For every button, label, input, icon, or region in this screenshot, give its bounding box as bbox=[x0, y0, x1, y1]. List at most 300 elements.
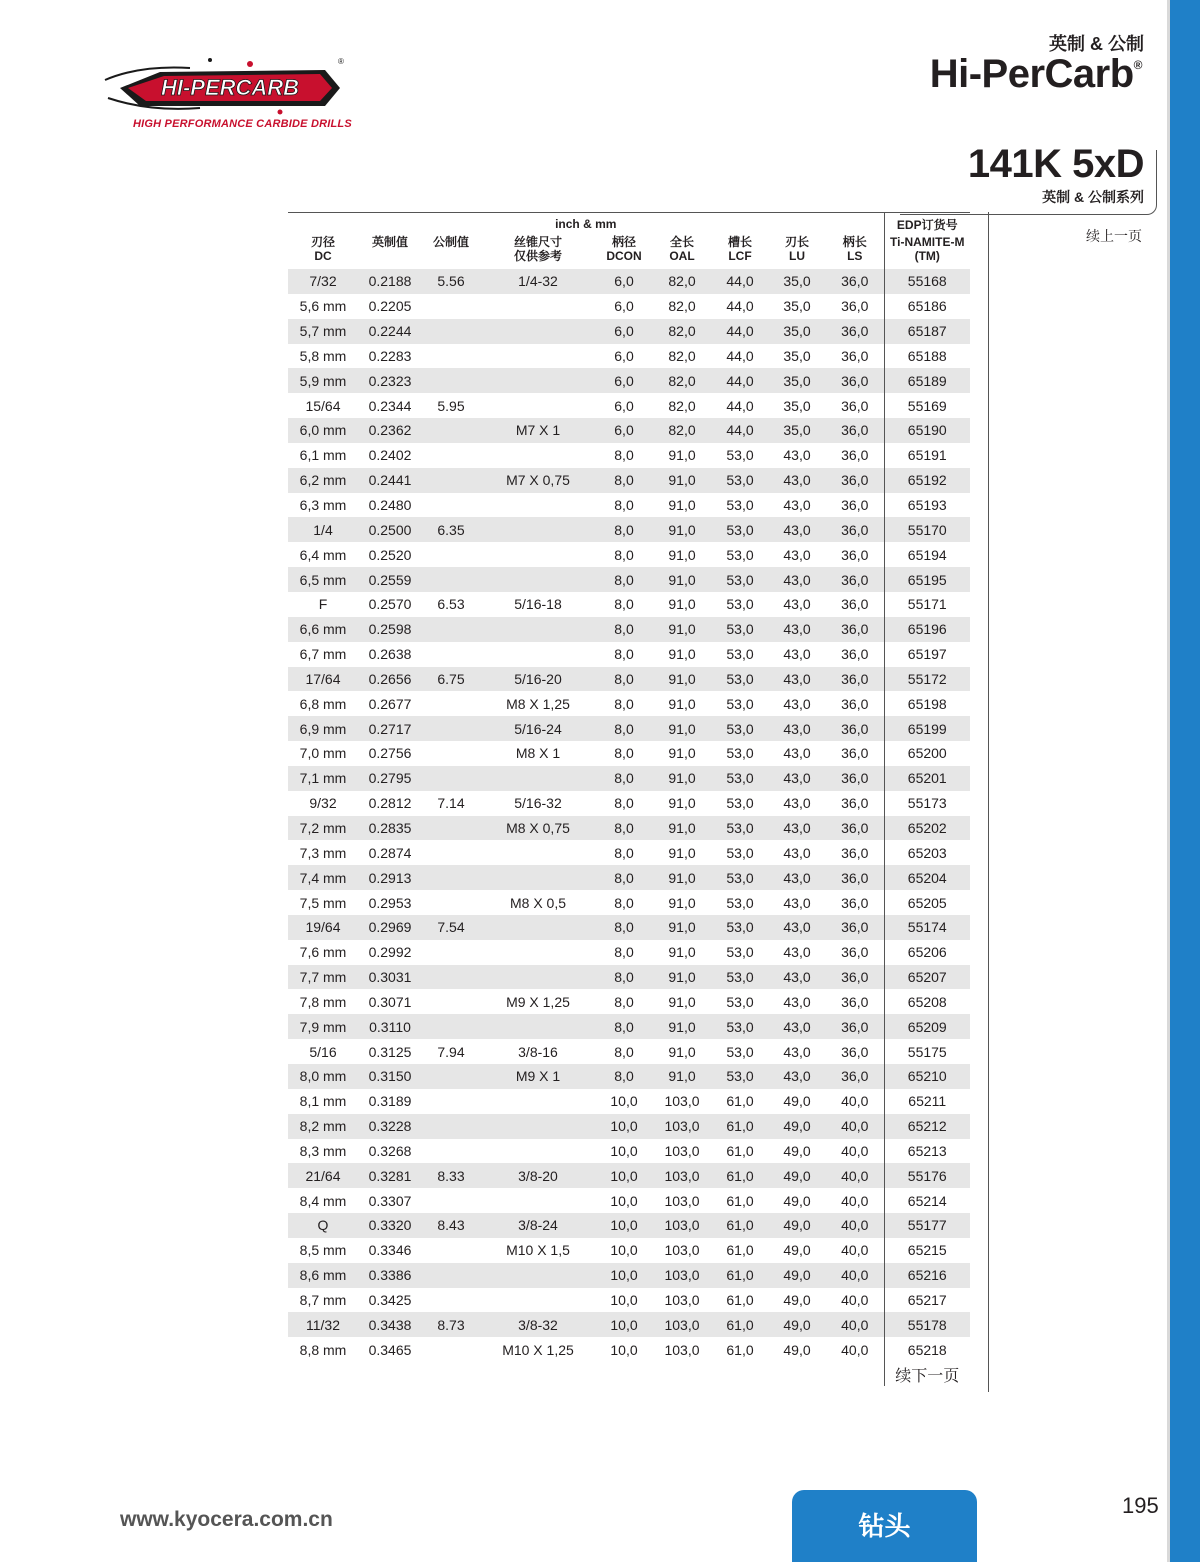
table-cell: 0.2402 bbox=[368, 447, 412, 464]
table-row bbox=[288, 567, 970, 592]
header-brand-text: Hi-PerCarb bbox=[929, 52, 1134, 96]
table-cell: 55176 bbox=[884, 1163, 970, 1188]
table-cell: 91,0 bbox=[668, 1043, 696, 1060]
table-cell: 43,0 bbox=[783, 546, 811, 563]
table-cell: 3/8-32 bbox=[480, 1312, 596, 1337]
table-cell: 5.56 bbox=[422, 269, 480, 294]
table-cell: 40,0 bbox=[841, 1142, 869, 1159]
table-cell: 43,0 bbox=[768, 567, 826, 592]
table-cell: 65209 bbox=[884, 1014, 970, 1039]
logo-tagline: HIGH PERFORMANCE CARBIDE DRILLS bbox=[133, 118, 352, 130]
table-cell: 103,0 bbox=[652, 1263, 712, 1288]
table-row bbox=[288, 915, 970, 940]
table-cell: 53,0 bbox=[726, 894, 754, 911]
table-row bbox=[288, 493, 970, 518]
column-header-code: LCF bbox=[728, 249, 752, 263]
table-cell: 61,0 bbox=[726, 1292, 754, 1309]
column-header-label: 英制值 bbox=[371, 235, 408, 249]
table-cell: 65216 bbox=[884, 1263, 970, 1288]
table-cell: M10 X 1,5 bbox=[506, 1242, 570, 1259]
table-cell: 61,0 bbox=[726, 1192, 754, 1209]
table-cell: 10,0 bbox=[610, 1292, 638, 1309]
table-cell: 44,0 bbox=[712, 319, 768, 344]
table-cell: 91,0 bbox=[668, 447, 696, 464]
table-cell: 91,0 bbox=[668, 844, 696, 861]
table-cell: 49,0 bbox=[783, 1242, 811, 1259]
table-row bbox=[288, 468, 970, 493]
table-cell: 53,0 bbox=[712, 517, 768, 542]
table-cell: 5/16-32 bbox=[514, 795, 562, 812]
column-header-label: 刃长 bbox=[784, 235, 809, 249]
table-cell: 91,0 bbox=[652, 965, 712, 990]
table-cell: 8,0 bbox=[596, 965, 652, 990]
product-table bbox=[288, 212, 970, 1386]
table-cell bbox=[480, 517, 596, 542]
table-cell: 43,0 bbox=[768, 468, 826, 493]
table-cell: 17/64 bbox=[288, 667, 358, 692]
column-header bbox=[480, 235, 596, 269]
table-cell: 8.33 bbox=[422, 1163, 480, 1188]
table-cell: 36,0 bbox=[826, 269, 884, 294]
table-cell: 82,0 bbox=[652, 418, 712, 443]
table-cell: 65186 bbox=[884, 294, 970, 319]
table-cell: 91,0 bbox=[652, 1064, 712, 1089]
table-cell bbox=[480, 617, 596, 642]
table-cell: 36,0 bbox=[826, 865, 884, 890]
table-cell: 43,0 bbox=[768, 517, 826, 542]
table-cell bbox=[480, 1089, 596, 1114]
table-cell: 0.2812 bbox=[368, 795, 412, 812]
continued-spacer bbox=[288, 1362, 884, 1386]
table-cell: 53,0 bbox=[726, 795, 754, 812]
table-cell: 61,0 bbox=[726, 1242, 754, 1259]
table-row bbox=[288, 368, 970, 393]
table-row bbox=[288, 865, 970, 890]
table-cell: 65193 bbox=[884, 493, 970, 518]
table-cell: 8,0 bbox=[596, 1014, 652, 1039]
table-cell: 0.3228 bbox=[358, 1114, 422, 1139]
table-cell bbox=[422, 1064, 480, 1089]
column-header-code: (TM) bbox=[914, 249, 940, 263]
table-cell: 49,0 bbox=[783, 1341, 811, 1358]
column-header-row bbox=[288, 235, 970, 269]
table-cell: 8,5 mm bbox=[299, 1242, 347, 1259]
table-cell bbox=[422, 890, 480, 915]
column-header-label: 槽长 bbox=[727, 235, 752, 249]
table-cell: 11/32 bbox=[288, 1312, 358, 1337]
table-cell: 0.2244 bbox=[358, 319, 422, 344]
table-cell: 7/32 bbox=[288, 269, 358, 294]
table-cell: 82,0 bbox=[652, 368, 712, 393]
table-cell: M8 X 1,25 bbox=[506, 695, 570, 712]
table-cell: 6,5 mm bbox=[288, 567, 358, 592]
table-cell: 43,0 bbox=[783, 497, 811, 514]
column-header-label: 柄长 bbox=[842, 235, 867, 249]
table-cell: 10,0 bbox=[610, 1341, 638, 1358]
header-brand bbox=[930, 52, 1142, 97]
table-cell: 8,4 mm bbox=[299, 1192, 347, 1209]
table-cell: 0.2656 bbox=[358, 667, 422, 692]
table-cell: 8,0 bbox=[596, 865, 652, 890]
table-cell: 65198 bbox=[884, 691, 970, 716]
continued-to-next: 续下一页 bbox=[884, 1362, 970, 1386]
table-cell: 10,0 bbox=[596, 1263, 652, 1288]
table-cell: 91,0 bbox=[652, 617, 712, 642]
table-cell: 65205 bbox=[884, 890, 970, 915]
table-cell: 55177 bbox=[884, 1213, 970, 1238]
table-cell: 8,6 mm bbox=[288, 1263, 358, 1288]
table-cell: 43,0 bbox=[768, 816, 826, 841]
table-cell: 8,0 bbox=[614, 646, 634, 663]
table-cell: 43,0 bbox=[783, 844, 811, 861]
right-edge-bar bbox=[1170, 0, 1200, 1562]
table-cell: 61,0 bbox=[712, 1114, 768, 1139]
table-cell: 103,0 bbox=[652, 1312, 712, 1337]
table-cell: 36,0 bbox=[826, 816, 884, 841]
table-cell: 36,0 bbox=[841, 894, 869, 911]
table-cell: 5/16 bbox=[309, 1043, 337, 1060]
table-cell: 0.2283 bbox=[368, 347, 412, 364]
table-cell: 44,0 bbox=[726, 397, 754, 414]
table-cell: 35,0 bbox=[768, 368, 826, 393]
table-cell: M9 X 1 bbox=[480, 1064, 596, 1089]
table-cell: 91,0 bbox=[668, 695, 696, 712]
table-cell: 43,0 bbox=[783, 646, 811, 663]
table-cell: 0.2362 bbox=[358, 418, 422, 443]
column-header bbox=[596, 235, 652, 269]
table-cell: 65212 bbox=[884, 1114, 970, 1139]
table-cell bbox=[422, 418, 480, 443]
table-row bbox=[288, 1114, 970, 1139]
table-cell: 40,0 bbox=[826, 1263, 884, 1288]
table-row bbox=[288, 1089, 970, 1114]
table-cell: 5,7 mm bbox=[288, 319, 358, 344]
table-cell: 36,0 bbox=[841, 745, 869, 762]
table-cell bbox=[480, 865, 596, 890]
table-cell: 6,2 mm bbox=[288, 468, 358, 493]
table-cell: 40,0 bbox=[841, 1292, 869, 1309]
table-cell: 103,0 bbox=[652, 1213, 712, 1238]
table-cell: 6,1 mm bbox=[299, 447, 347, 464]
table-cell: 55172 bbox=[884, 667, 970, 692]
table-cell bbox=[422, 741, 480, 766]
table-cell: 53,0 bbox=[726, 1043, 754, 1060]
table-cell: 6,0 bbox=[614, 298, 634, 315]
table-cell: 10,0 bbox=[596, 1312, 652, 1337]
table-cell: 91,0 bbox=[668, 795, 696, 812]
table-row bbox=[288, 791, 970, 816]
table-cell: 65189 bbox=[884, 368, 970, 393]
table-cell bbox=[480, 368, 596, 393]
table-cell bbox=[422, 716, 480, 741]
table-cell: M7 X 0,75 bbox=[480, 468, 596, 493]
table-cell: 44,0 bbox=[726, 347, 754, 364]
table-cell: M8 X 0,5 bbox=[509, 894, 567, 911]
table-cell: 53,0 bbox=[726, 596, 754, 613]
table-cell: 53,0 bbox=[712, 1064, 768, 1089]
table-cell: 91,0 bbox=[652, 816, 712, 841]
table-cell bbox=[480, 393, 596, 418]
table-cell: 10,0 bbox=[610, 1192, 638, 1209]
table-cell: 65204 bbox=[884, 865, 970, 890]
table-cell bbox=[480, 567, 596, 592]
table-cell: 0.2969 bbox=[358, 915, 422, 940]
table-cell: 6,9 mm bbox=[288, 716, 358, 741]
table-cell bbox=[480, 1288, 596, 1313]
table-cell: 8,0 bbox=[614, 745, 634, 762]
table-cell: 43,0 bbox=[768, 865, 826, 890]
table-cell: 8,0 bbox=[614, 447, 634, 464]
table-cell: 0.3031 bbox=[358, 965, 422, 990]
table-cell: 49,0 bbox=[768, 1312, 826, 1337]
table-row bbox=[288, 1312, 970, 1337]
table-cell: 8,1 mm bbox=[299, 1093, 347, 1110]
table-cell: 61,0 bbox=[712, 1163, 768, 1188]
table-cell: 0.2717 bbox=[358, 716, 422, 741]
table-cell: 7,1 mm bbox=[288, 766, 358, 791]
table-cell: 36,0 bbox=[826, 468, 884, 493]
table-cell: 0.2598 bbox=[358, 617, 422, 642]
table-cell: 0.3438 bbox=[358, 1312, 422, 1337]
table-cell: 65201 bbox=[884, 766, 970, 791]
table-cell: 6,7 mm bbox=[299, 646, 347, 663]
table-cell: 65188 bbox=[884, 344, 970, 369]
column-header-code: OAL bbox=[669, 249, 695, 263]
table-cell: 40,0 bbox=[826, 1312, 884, 1337]
table-cell: 91,0 bbox=[668, 646, 696, 663]
table-row bbox=[288, 1064, 970, 1089]
table-cell: 65213 bbox=[884, 1139, 970, 1164]
table-cell: 36,0 bbox=[841, 596, 869, 613]
table-cell: 43,0 bbox=[768, 1064, 826, 1089]
table-cell: 8,0 bbox=[596, 567, 652, 592]
table-cell bbox=[422, 1188, 480, 1213]
table-cell: 91,0 bbox=[668, 944, 696, 961]
column-header-code: LS bbox=[847, 249, 863, 263]
table-cell: 5/16-24 bbox=[480, 716, 596, 741]
table-cell: 36,0 bbox=[826, 617, 884, 642]
table-cell: 91,0 bbox=[652, 1014, 712, 1039]
table-cell: 53,0 bbox=[712, 716, 768, 741]
table-cell: 36,0 bbox=[841, 347, 869, 364]
table-cell bbox=[480, 915, 596, 940]
table-cell: 21/64 bbox=[288, 1163, 358, 1188]
table-cell: F bbox=[318, 596, 328, 613]
table-cell bbox=[480, 840, 596, 865]
table-cell: 43,0 bbox=[783, 695, 811, 712]
table-cell: 36,0 bbox=[841, 447, 869, 464]
table-cell bbox=[422, 1089, 480, 1114]
table-cell: 5,8 mm bbox=[299, 347, 347, 364]
continued-row bbox=[288, 1362, 970, 1386]
table-cell bbox=[480, 1114, 596, 1139]
table-row bbox=[288, 443, 970, 468]
table-cell: 8,0 bbox=[596, 1064, 652, 1089]
table-cell: 7,7 mm bbox=[288, 965, 358, 990]
table-cell: 53,0 bbox=[726, 993, 754, 1010]
column-header-label: 公制值 bbox=[432, 235, 469, 249]
table-cell: 36,0 bbox=[826, 716, 884, 741]
table-cell: 0.3110 bbox=[358, 1014, 422, 1039]
table-cell: 82,0 bbox=[652, 319, 712, 344]
table-cell: 43,0 bbox=[783, 447, 811, 464]
table-cell bbox=[480, 294, 596, 319]
table-cell bbox=[480, 542, 596, 567]
column-header-label: 刃径 bbox=[310, 235, 335, 249]
table-cell: 36,0 bbox=[826, 1014, 884, 1039]
table-cell bbox=[480, 1014, 596, 1039]
table-cell: 0.2913 bbox=[358, 865, 422, 890]
table-row bbox=[288, 344, 970, 369]
table-row bbox=[288, 1238, 970, 1263]
table-cell bbox=[422, 344, 480, 369]
footer-url[interactable]: www.kyocera.com.cn bbox=[120, 1508, 333, 1531]
table-cell: 40,0 bbox=[826, 1114, 884, 1139]
table-cell: 53,0 bbox=[712, 667, 768, 692]
table-cell: 55170 bbox=[884, 517, 970, 542]
column-header-label: 柄径 bbox=[611, 235, 636, 249]
table-cell bbox=[480, 642, 596, 667]
table-cell: 0.2953 bbox=[368, 894, 412, 911]
table-cell: 55175 bbox=[884, 1039, 970, 1064]
table-cell bbox=[422, 691, 480, 716]
group-header-row bbox=[288, 213, 970, 236]
table-cell: 10,0 bbox=[610, 1242, 638, 1259]
table-cell: 53,0 bbox=[726, 944, 754, 961]
table-cell: 43,0 bbox=[768, 667, 826, 692]
table-cell: 8,0 bbox=[614, 795, 634, 812]
model-title: 141K 5xD bbox=[967, 142, 1144, 186]
column-header bbox=[422, 235, 480, 269]
table-cell: 53,0 bbox=[726, 844, 754, 861]
table-cell: 8,8 mm bbox=[299, 1341, 347, 1358]
table-cell: 40,0 bbox=[841, 1341, 869, 1358]
table-cell: 61,0 bbox=[726, 1093, 754, 1110]
table-cell bbox=[480, 1263, 596, 1288]
table-cell: 40,0 bbox=[826, 1163, 884, 1188]
table-cell: 91,0 bbox=[668, 546, 696, 563]
table-cell: 0.3268 bbox=[368, 1142, 412, 1159]
table-cell: 7.14 bbox=[437, 795, 465, 812]
table-cell: 35,0 bbox=[768, 269, 826, 294]
table-cell: 3/8-16 bbox=[518, 1043, 558, 1060]
table-cell: 6,0 bbox=[596, 368, 652, 393]
table-cell: 6,0 bbox=[596, 319, 652, 344]
column-header-code: 仅供参考 bbox=[513, 249, 562, 263]
table-cell: 103,0 bbox=[652, 1114, 712, 1139]
logo-graphic bbox=[100, 50, 350, 120]
table-cell: 0.2795 bbox=[358, 766, 422, 791]
table-cell: 65206 bbox=[884, 940, 970, 965]
table-row bbox=[288, 940, 970, 965]
table-cell: 53,0 bbox=[712, 965, 768, 990]
table-cell: 43,0 bbox=[768, 1014, 826, 1039]
table-cell: 103,0 bbox=[664, 1093, 700, 1110]
table-cell bbox=[480, 493, 596, 518]
column-header bbox=[358, 235, 422, 269]
table-row bbox=[288, 393, 970, 418]
table-cell: 36,0 bbox=[841, 646, 869, 663]
table-cell: 6,0 bbox=[596, 418, 652, 443]
table-cell: 36,0 bbox=[841, 1043, 869, 1060]
table-cell: 0.3071 bbox=[368, 993, 412, 1010]
table-cell: 35,0 bbox=[768, 418, 826, 443]
table-cell: 7,2 mm bbox=[288, 816, 358, 841]
table-cell: 5/16-18 bbox=[514, 596, 562, 613]
table-cell: 36,0 bbox=[826, 418, 884, 443]
table-cell bbox=[422, 468, 480, 493]
table-cell: 36,0 bbox=[826, 319, 884, 344]
table-cell: 6,3 mm bbox=[299, 497, 347, 514]
group-label-edp: EDP订货号 bbox=[884, 213, 970, 236]
table-cell: 65190 bbox=[884, 418, 970, 443]
table-cell: 65203 bbox=[884, 840, 970, 865]
table-cell: 36,0 bbox=[841, 993, 869, 1010]
table-cell: 91,0 bbox=[652, 716, 712, 741]
table-cell bbox=[422, 319, 480, 344]
table-cell: 91,0 bbox=[652, 865, 712, 890]
table-cell: 6,8 mm bbox=[299, 695, 347, 712]
table-row bbox=[288, 517, 970, 542]
table-cell: 43,0 bbox=[783, 1043, 811, 1060]
table-cell: 65210 bbox=[884, 1064, 970, 1089]
table-cell: 53,0 bbox=[726, 447, 754, 464]
table-cell: 0.3320 bbox=[358, 1213, 422, 1238]
table-cell: 3/8-24 bbox=[480, 1213, 596, 1238]
table-cell: 65207 bbox=[884, 965, 970, 990]
table-cell: 91,0 bbox=[652, 915, 712, 940]
table-cell bbox=[422, 1114, 480, 1139]
table-cell bbox=[422, 617, 480, 642]
table-cell: 44,0 bbox=[726, 298, 754, 315]
column-header-code: DCON bbox=[606, 249, 642, 263]
table-cell bbox=[422, 1288, 480, 1313]
table-cell bbox=[422, 989, 480, 1014]
table-cell: 43,0 bbox=[783, 894, 811, 911]
table-row bbox=[288, 741, 970, 766]
table-cell: 91,0 bbox=[652, 517, 712, 542]
table-cell: 0.2323 bbox=[358, 368, 422, 393]
table-cell: 8,0 bbox=[596, 915, 652, 940]
table-cell: 36,0 bbox=[826, 1064, 884, 1089]
table-cell: M9 X 1,25 bbox=[506, 993, 570, 1010]
table-cell: 103,0 bbox=[664, 1292, 700, 1309]
table-cell: 10,0 bbox=[610, 1142, 638, 1159]
table-cell: 55169 bbox=[884, 393, 970, 418]
table-cell: 49,0 bbox=[783, 1093, 811, 1110]
table-right-rule bbox=[988, 212, 989, 1392]
table-cell: 43,0 bbox=[783, 745, 811, 762]
table-cell: 0.3386 bbox=[358, 1263, 422, 1288]
table-cell: 61,0 bbox=[726, 1142, 754, 1159]
table-cell: M8 X 1 bbox=[515, 745, 561, 762]
table-cell: 43,0 bbox=[783, 944, 811, 961]
table-cell: 35,0 bbox=[783, 397, 811, 414]
table-cell: 43,0 bbox=[768, 965, 826, 990]
table-cell: 0.2520 bbox=[368, 546, 412, 563]
table-cell: 6,6 mm bbox=[288, 617, 358, 642]
table-row bbox=[288, 766, 970, 791]
table-cell: 43,0 bbox=[783, 795, 811, 812]
table-row bbox=[288, 1163, 970, 1188]
table-cell: 1/4 bbox=[288, 517, 358, 542]
table-cell: 5,6 mm bbox=[299, 298, 347, 315]
header-subtitle: 英制 & 公制 bbox=[1048, 34, 1144, 54]
table-cell: 0.3125 bbox=[368, 1043, 412, 1060]
table-cell: 5/16-20 bbox=[480, 667, 596, 692]
table-cell: 0.2441 bbox=[358, 468, 422, 493]
table-cell: 0.3465 bbox=[368, 1341, 412, 1358]
